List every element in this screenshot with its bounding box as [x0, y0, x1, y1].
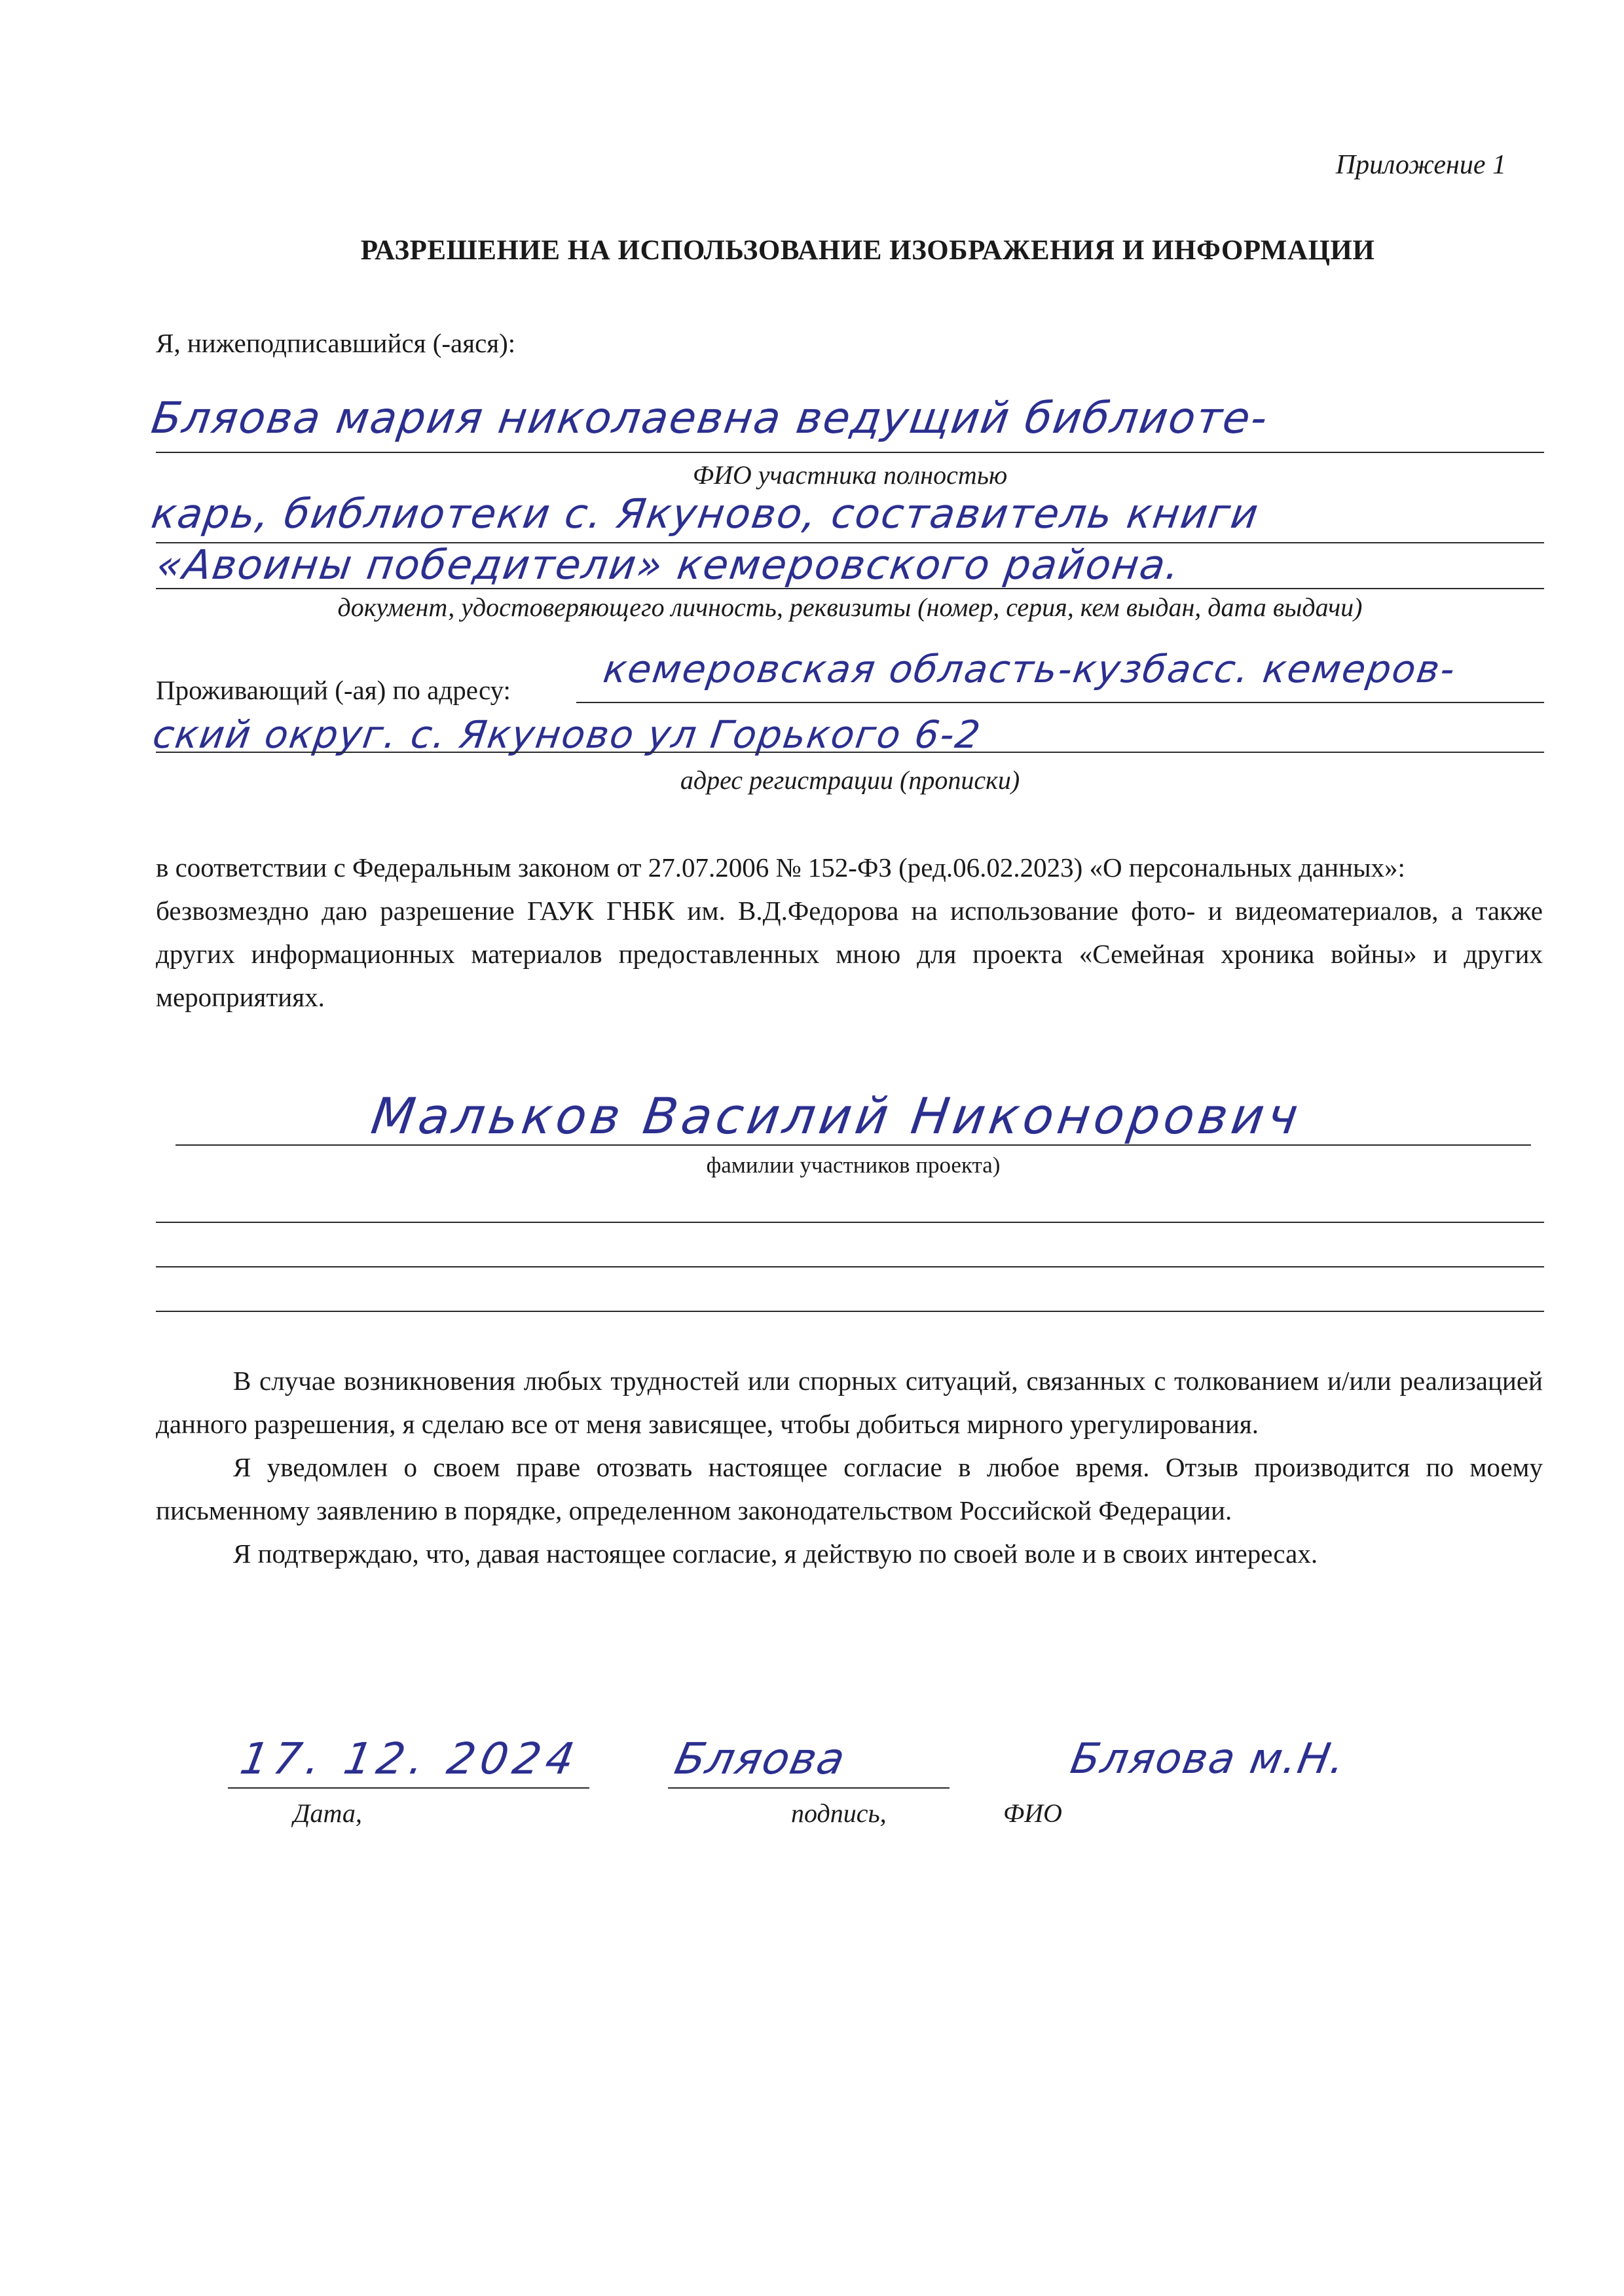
doc-handwritten-line-1: карь, библиотеки с. Якуново, составитель книги [148, 490, 1263, 538]
fio-line [156, 452, 1544, 453]
signature-handwritten: Бляова [670, 1734, 851, 1784]
clause-confirm: Я подтверждаю, что, давая настоящее согласие, я действую по своей воле и в своих интересах. [233, 1539, 1318, 1569]
address-handwritten-line-2: ский округ. с. Якуново ул Горького 6-2 [150, 712, 984, 757]
date-caption: Дата, [293, 1798, 362, 1828]
address-label: Проживающий (-ая) по адресу: [156, 675, 511, 705]
doc-line-2 [156, 588, 1544, 589]
law-paragraph [156, 846, 1543, 1019]
date-handwritten: 17. 12. 2024 [236, 1734, 583, 1784]
fio-short-caption: ФИО [1003, 1798, 1062, 1828]
doc-handwritten-line-2: «Авоины победители» кемеровского района. [153, 541, 1184, 589]
appendix-label: Приложение 1 [1335, 150, 1506, 180]
participants-caption: фамилии участников проекта) [706, 1152, 1001, 1178]
clause-revoke: Я уведомлен о своем праве отозвать настоящее согласие в любое время. Отзыв производится по моему письменному заявлению в порядке, определенном законодательством Российской Федерации. [156, 1452, 1543, 1525]
participants-line-2 [156, 1222, 1544, 1223]
participants-line-4 [156, 1311, 1544, 1312]
document-title: РАЗРЕШЕНИЕ НА ИСПОЛЬЗОВАНИЕ ИЗОБРАЖЕНИЯ И ИНФОРМАЦИИ [360, 235, 1375, 266]
address-line-2 [156, 752, 1544, 753]
address-handwritten-line-1: кемеровская область-кузбасс. кемеров- [600, 647, 1459, 691]
fio-caption: ФИО участника полностью [692, 460, 1008, 490]
permission-paragraph-text: безвозмездно даю разрешение ГАУК ГНБК им. В.Д.Федорова на использование фото- и видеоматериалов, а также других информационных материалов предоставленных мною для проекта «Семейная хроника войны» и других мероприятиях. [156, 896, 1543, 1012]
law-paragraph-text: в соответствии с Федеральным законом от 27.07.2006 № 152-ФЗ (ред.06.02.2023) «О персональных данных»: [156, 852, 1405, 883]
participant-handwritten: Мальков Василий Никонорович [367, 1087, 1306, 1145]
fio-short-handwritten: Бляова м.Н. [1067, 1735, 1350, 1783]
address-line-1 [576, 702, 1544, 703]
date-line [228, 1787, 589, 1789]
clauses-block [156, 1359, 1543, 1575]
participants-line-3 [156, 1266, 1544, 1267]
signature-line [668, 1787, 950, 1789]
clause-disputes: В случае возникновения любых трудностей или спорных ситуаций, связанных с толкованием и/или реализацией данного разрешения, я сделаю все от меня зависящее, чтобы добиться мирного урегулирования. [156, 1366, 1543, 1439]
participants-line-1 [175, 1144, 1531, 1146]
doc-caption: документ, удостоверяющего личность, реквизиты (номер, серия, кем выдан, дата выдачи) [337, 592, 1363, 622]
intro-text: Я, нижеподписавшийся (-аяся): [156, 328, 516, 358]
fio-handwritten: Бляова мария николаевна ведущий библиоте- [148, 393, 1272, 443]
address-caption: адрес регистрации (прописки) [680, 765, 1020, 795]
signature-caption: подпись, [791, 1798, 887, 1828]
